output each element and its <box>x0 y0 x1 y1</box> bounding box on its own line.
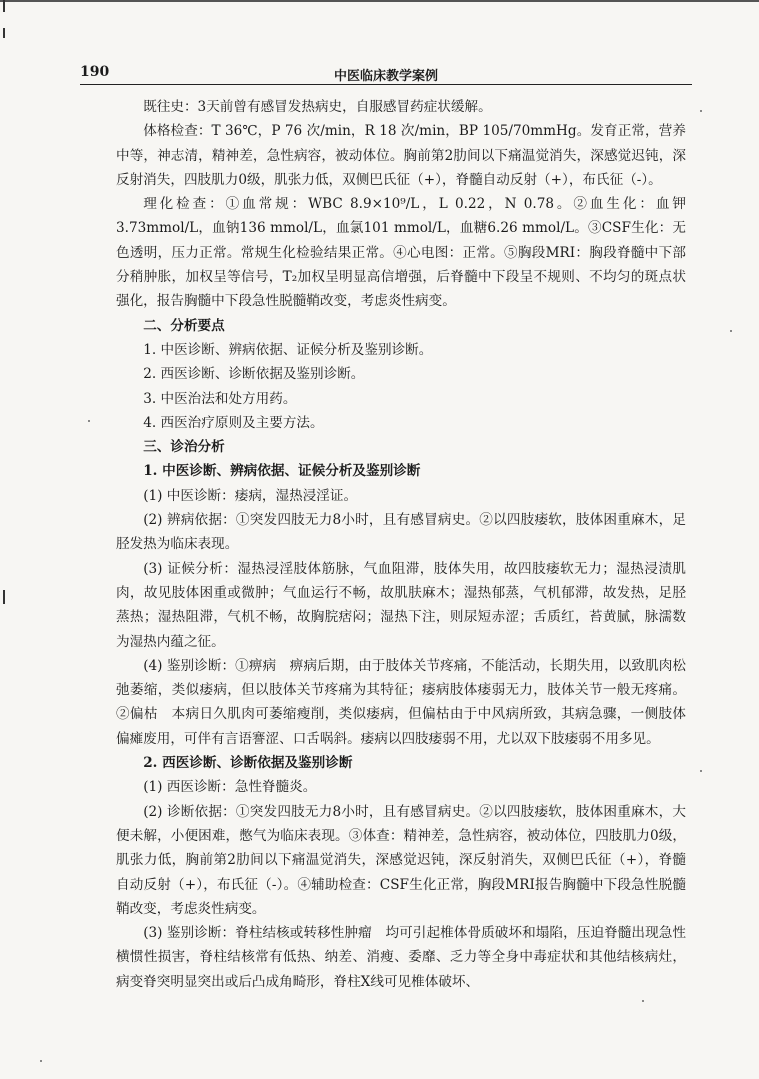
scan-edge-mark <box>3 0 5 12</box>
paragraph: 既往史：3天前曾有感冒发热病史，自服感冒药症状缓解。 <box>143 99 492 115</box>
scan-speck <box>700 110 702 112</box>
running-title: 中医临床教学案例 <box>333 69 438 84</box>
paragraph: (3) 鉴别诊断：脊柱结核或转移性肿瘤 均可引起椎体骨质破坏和塌陷，压迫脊髓出现急性横惯性损害，脊柱结核常有低热、纳差、消瘦、委靡、乏力等全身中毒症状和其他结核病灶，病变脊突明显突出或后凸成角畸形，脊柱X线可见椎体破坏、 <box>116 925 686 990</box>
paragraph: (2) 诊断依据：①突发四肢无力8小时，且有感冒病史。②以四肢痿软，肢体困重麻木，大便未解，小便困难，憋气为临床表现。③体查：精神差，急性病容，被动体位，四肢肌力0级，肌张力低，胸前第2肋间以下痛温觉消失，深感觉迟钝，深反射消失，双侧巴氏征（+），脊髓自动反射（+），布氏征（-）。④辅助检查：CSF生化正常，胸段MRI报告胸髓中下段急性脱髓鞘改变，考虑炎性病变。 <box>116 803 686 917</box>
scan-speck <box>730 330 732 332</box>
scan-speck <box>700 770 702 772</box>
list-item: 3. 中医治法和处方用药。 <box>143 390 297 407</box>
list-item: 2. 西医诊断、诊断依据及鉴别诊断。 <box>143 366 365 383</box>
scan-speck <box>642 1000 644 1002</box>
paragraph: 理化检查：①血常规：WBC 8.9×10⁹/L，L 0.22，N 0.78。②血生化：血钾3.73mmol/L，血钠136 mmol/L，血氯101 mmol/L，血糖6.26 mmol/L。③CSF生化：无色透明，压力正常。常规生化检验结果正常。④心电图：正常。⑤胸段MRI：胸段脊髓中下部分稍肿胀，加权呈等信号，T₂加权呈明显高信增强，后脊髓中下段呈不规则、不均匀的斑点状强化，报告胸髓中下段急性脱髓鞘改变，考虑炎性病变。 <box>116 196 686 310</box>
paragraph: (1) 西医诊断：急性脊髓炎。 <box>143 779 317 796</box>
list-item: 1. 中医诊断、辨病依据、证候分析及鉴别诊断。 <box>143 341 433 358</box>
page-body <box>116 95 686 994</box>
paragraph: (1) 中医诊断：痿病，湿热浸淫证。 <box>143 487 358 504</box>
subsection-heading: 2. 西医诊断、诊断依据及鉴别诊断 <box>143 755 353 772</box>
page-header <box>80 62 692 85</box>
paragraph: 体格检查：T 36℃，P 76 次/min，R 18 次/min，BP 105/70mmHg。发育正常，营养中等，神志清，精神差，急性病容，被动体位。胸前第2肋间以下痛温觉消失，深感觉迟钝，深反射消失，四肢肌力0级，肌张力低，双侧巴氏征（+），脊髓自动反射（+），布氏征（-）。 <box>116 123 686 188</box>
subsection-heading: 1. 中医诊断、辨病依据、证候分析及鉴别诊断 <box>143 463 421 480</box>
scan-edge-mark <box>3 590 5 604</box>
scan-edge-mark <box>3 28 5 38</box>
paragraph: (4) 鉴别诊断：①痹病 痹病后期，由于肢体关节疼痛，不能活动，长期失用，以致肌肉松弛萎缩，类似痿病，但以肢体关节疼痛为其特征；痿病肢体痿弱无力，肢体关节一般无疼痛。②偏枯 本病日久肌肉可萎缩瘦削，类似痿病，但偏枯由于中风病所致，其病急骤，一侧肢体偏瘫废用，可伴有言语謇涩、口舌㖞斜。痿病以四肢痿弱不用，尤以双下肢痿弱不用多见。 <box>116 657 686 747</box>
scan-speck <box>88 420 90 422</box>
page-number: 190 <box>80 64 110 80</box>
scan-top-edge <box>0 0 759 2</box>
list-item: 4. 西医治疗原则及主要方法。 <box>143 414 324 431</box>
scan-speck <box>40 1060 42 1062</box>
section-heading: 二、分析要点 <box>143 317 225 334</box>
paragraph: (2) 辨病依据：①突发四肢无力8小时，且有感冒病史。②以四肢痿软，肢体困重麻木，足胫发热为临床表现。 <box>116 512 686 553</box>
section-heading: 三、诊治分析 <box>143 439 225 456</box>
paragraph: (3) 证候分析：湿热浸淫肢体筋脉，气血阻滞，肢体失用，故四肢痿软无力；湿热浸渍肌肉，故见肢体困重或微肿；气血运行不畅，故肌肤麻木；湿热郁蒸，气机郁滞，故发热，足胫蒸热；湿热阻滞，气机不畅，故胸脘痞闷；湿热下注，则尿短赤涩；舌质红，苔黄腻，脉濡数为湿热内蕴之征。 <box>116 560 686 650</box>
